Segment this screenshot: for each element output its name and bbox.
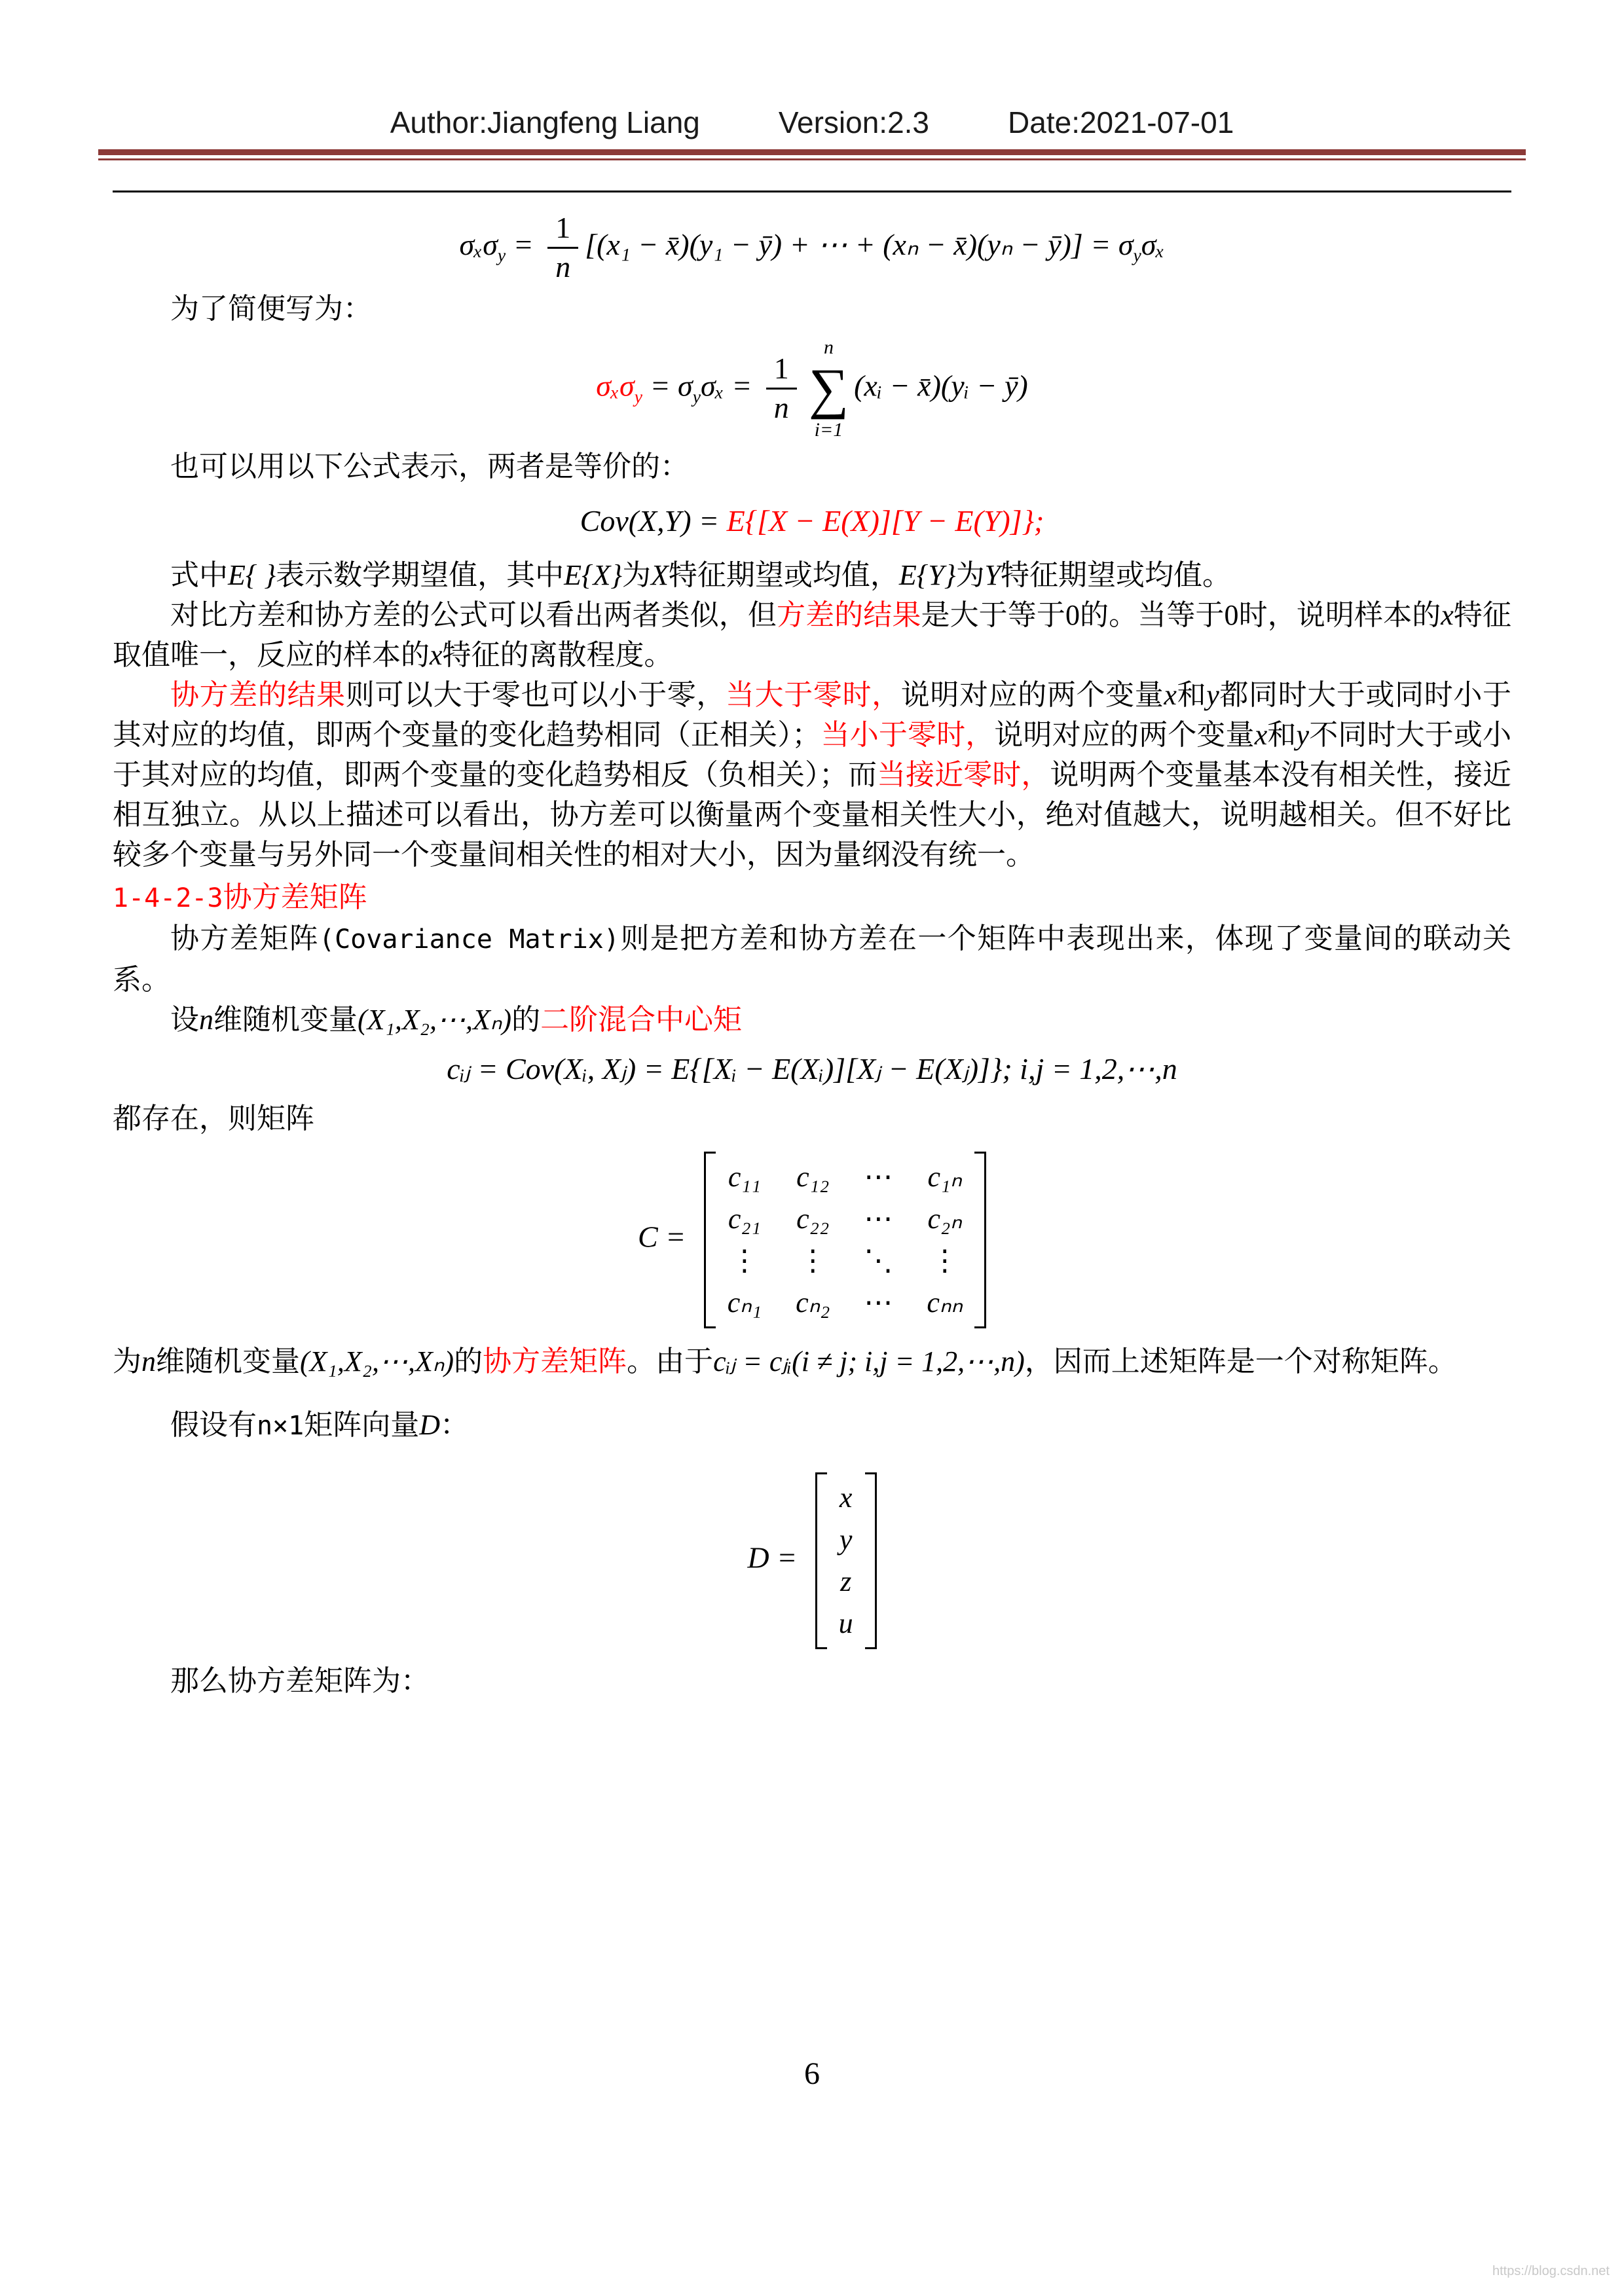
red-run: 当大于零时， (725, 679, 901, 712)
text-run: 。由于 (627, 1345, 714, 1377)
text-run: 表示数学期望值，其中 (276, 559, 564, 592)
text-run: 协方差矩阵 (170, 922, 320, 955)
red-run: 协方差矩阵 (483, 1345, 627, 1377)
math-run: E{Y} (898, 559, 956, 592)
f4-text: cᵢⱼ = Cov(Xᵢ, Xⱼ) = E{[Xᵢ − E(Xᵢ)][Xⱼ − E(Xⱼ)]}; i,j = 1,2,⋯,n (447, 1052, 1177, 1086)
math-run: (X₁,X₂,⋯,Xₙ) (300, 1345, 454, 1377)
formula-matrix-d (113, 1472, 1511, 1649)
formula-cov-definition (113, 502, 1511, 540)
watermark: https://blog.csdn.net (1492, 2264, 1610, 2278)
text-run: 式中 (170, 559, 228, 592)
heading-number: 1-4-2-3 (113, 883, 223, 914)
matrix-cell: z (840, 1565, 852, 1597)
red-run: 当小于零时， (821, 719, 995, 752)
text-run: 特征期望或均值。 (1000, 559, 1231, 592)
f1-frac-den: n (555, 249, 571, 283)
page-number: 6 (804, 2056, 820, 2091)
document-body (113, 191, 1511, 1701)
right-bracket (974, 1152, 986, 1328)
matrix-cell: cₙ₁ (727, 1286, 762, 1319)
math-run: X (651, 559, 669, 592)
left-bracket (815, 1472, 827, 1649)
text-run: 则是把方差和协方差在一个矩阵中表现出来，体现了变量间的联动关系。 (113, 922, 1512, 996)
f1-lhs-sub: y (497, 245, 506, 266)
f2-mid2: σₓ = (700, 369, 760, 403)
matrix-c-lhs: C = (637, 1220, 686, 1254)
paragraph-variance-compare (113, 595, 1511, 675)
math-run: x (1254, 719, 1268, 752)
math-run: E{ } (228, 559, 276, 592)
paragraph-assume-vector (113, 1405, 1511, 1446)
f2-fraction (766, 352, 797, 426)
heading-title: 协方差矩阵 (223, 881, 367, 914)
text-run: 维随机变量 (213, 1004, 358, 1036)
red-run: 协方差的结果 (170, 679, 346, 712)
matrix-cell: cₙₙ (927, 1286, 963, 1319)
page-header (111, 105, 1513, 140)
text-run: 和 (1267, 719, 1297, 752)
matrix-cell: ⋯ (864, 1202, 893, 1235)
f3-lhs: Cov(X,Y) = (580, 503, 727, 538)
matrix-cell: ⋮ (930, 1244, 959, 1277)
f1-tail: σₓ (1141, 227, 1165, 261)
matrix-c (704, 1152, 986, 1328)
math-run: x (1164, 679, 1177, 712)
paragraph-covariance-result (113, 675, 1511, 875)
paragraph-set-n-variables (113, 1000, 1511, 1040)
matrix-cell: c₁₂ (796, 1160, 830, 1193)
text-run: 不同时大于或小于其对应的均值，即两个变量的变化趋势相反（负相关）；而 (113, 719, 1512, 792)
math-run: y (1206, 679, 1219, 712)
text-run: ： (440, 1408, 470, 1441)
f1-body: [(x₁ − x̄)(y₁ − ȳ) + ⋯ + (xₙ − x̄)(yₙ − ȳ)] = σ (585, 227, 1134, 261)
math-run: n (141, 1345, 156, 1377)
formula-sigma-expanded (113, 211, 1511, 285)
text-run: 设 (170, 1004, 199, 1036)
text-run: 也可以用以下公式表示，两者是等价的： (170, 450, 689, 483)
matrix-cell: ⋮ (729, 1244, 759, 1277)
formula-matrix-c (113, 1152, 1511, 1328)
text-run: 的 (511, 1004, 541, 1036)
matrix-cell: u (838, 1607, 853, 1639)
text-run: 和 (1176, 679, 1207, 712)
text-run: 都同时大于或同时小于其对应的均值，即两个变量的变化趋势相同（正相关）； (113, 679, 1512, 752)
text-run: 为 (622, 559, 652, 592)
matrix-cell: ⋯ (864, 1160, 893, 1193)
matrix-cell: ⋯ (864, 1286, 893, 1319)
header-date: Date:2021-07-01 (1008, 105, 1234, 139)
text-run: 那么协方差矩阵为： (170, 1664, 430, 1697)
text-run: 为了简便写为： (170, 292, 372, 325)
text-run: 则可以大于零也可以小于零， (345, 679, 726, 712)
red-run: 方差的结果 (777, 599, 921, 632)
f1-eq: = (506, 227, 542, 261)
f2-mid: = σ (642, 369, 693, 403)
header-author: Author:Jiangfeng Liang (390, 105, 700, 139)
left-bracket (704, 1152, 716, 1328)
math-run: y (1296, 719, 1310, 752)
math-run: E{X} (564, 559, 623, 592)
text-run: 维随机变量 (156, 1345, 300, 1377)
f3-rhs-red: E{[X − E(X)][Y − E(Y)]}; (726, 503, 1044, 538)
paragraph-equivalent (113, 446, 1511, 486)
f2-frac-den: n (773, 391, 789, 425)
math-run: x (1441, 599, 1454, 632)
header-rule-dark-red (98, 149, 1526, 160)
matrix-d-lhs: D = (747, 1540, 798, 1575)
text-run: 特征期望或均值， (668, 559, 899, 592)
f2-lhs-red: σₓσ (596, 369, 635, 403)
paragraph-for-n-variables (113, 1341, 1511, 1381)
math-run: x (430, 639, 443, 672)
formula-sigma-sum (113, 338, 1511, 440)
content-top-rule (113, 191, 1511, 192)
f2-lhs-sub-red: y (634, 386, 642, 407)
text-run: 是大于等于0的。当等于0时，说明样本的 (921, 599, 1441, 632)
matrix-cell: c₂₁ (728, 1202, 761, 1235)
matrix-cell: y (839, 1523, 853, 1556)
section-heading-covariance-matrix (113, 877, 1511, 919)
paragraph-covmatrix-intro (113, 919, 1511, 1000)
f2-summation (809, 338, 849, 440)
matrix-c-cells (716, 1152, 974, 1328)
matrix-cell: c₂₂ (796, 1202, 830, 1235)
text-run: 说明对应的两个变量 (900, 679, 1164, 712)
text-run: 特征的离散程度。 (442, 639, 673, 672)
matrix-d-cells (827, 1472, 865, 1649)
math-run: n (199, 1004, 213, 1036)
matrix-cell: c₁ₙ (927, 1160, 962, 1193)
text-run: 特征取值唯一，反应的样本的 (113, 599, 1512, 672)
text-run: 说明对应的两个变量 (994, 719, 1255, 752)
math-run: D (419, 1408, 441, 1441)
text-run: ，因而上述矩阵是一个对称矩阵。 (1024, 1345, 1457, 1377)
f1-fraction (547, 211, 578, 285)
matrix-d (815, 1472, 877, 1649)
paragraph-then-covmatrix (113, 1661, 1511, 1701)
matrix-cell: cₙ₂ (796, 1286, 830, 1319)
f1-body-sub: y (1133, 245, 1141, 266)
matrix-cell: x (839, 1481, 853, 1514)
math-run: cᵢⱼ = cⱼᵢ(i ≠ j; i,j = 1,2,⋯,n) (713, 1345, 1025, 1377)
text-run: 的 (454, 1345, 483, 1377)
f2-tail: (xᵢ − x̄)(yᵢ − ȳ) (854, 369, 1028, 403)
f2-sum-lower: i=1 (814, 418, 843, 441)
code-run: (Covariance Matrix) (319, 924, 619, 955)
matrix-cell: ⋮ (798, 1244, 828, 1277)
f1-frac-num: 1 (547, 211, 578, 249)
f2-mid-sub: y (692, 386, 701, 407)
f2-frac-num: 1 (766, 352, 797, 390)
text-run: 对比方差和协方差的公式可以看出两者类似，但 (170, 599, 777, 632)
math-run: (X₁,X₂,⋯,Xₙ) (358, 1004, 512, 1036)
matrix-cell: c₂ₙ (927, 1202, 962, 1235)
red-run: 当接近零时， (877, 759, 1050, 792)
paragraph-simplify (113, 289, 1511, 329)
f1-lhs: σₓσ (459, 227, 498, 261)
code-run: n×1 (257, 1410, 304, 1441)
header-version: Version:2.3 (778, 105, 930, 139)
f2-sum-upper: n (823, 336, 834, 358)
text-run: 矩阵向量 (304, 1408, 420, 1441)
formula-cij-definition (113, 1050, 1511, 1088)
sigma-sum-icon: ∑ (808, 356, 849, 420)
matrix-cell: ⋱ (864, 1244, 893, 1277)
text-run: 假设有 (170, 1408, 257, 1441)
math-run: Y (984, 559, 1001, 592)
matrix-cell: c₁₁ (728, 1160, 761, 1193)
text-run: 为 (955, 559, 985, 592)
paragraph-exist (113, 1099, 1511, 1139)
right-bracket (865, 1472, 877, 1649)
text-run: 说明两个变量基本没有相关性，接近相互独立。从以上描述可以看出，协方差可以衡量两个变量相关性大小，绝对值越大，说明越相关。但不好比较多个变量与另外同一个变量间相关性的相对大小，因为量纲没有统一。 (113, 759, 1511, 871)
text-run: 都存在，则矩阵 (113, 1102, 314, 1135)
text-run: 为 (113, 1345, 141, 1377)
paragraph-expectation (113, 555, 1511, 595)
red-run: 二阶混合中心矩 (540, 1004, 743, 1036)
